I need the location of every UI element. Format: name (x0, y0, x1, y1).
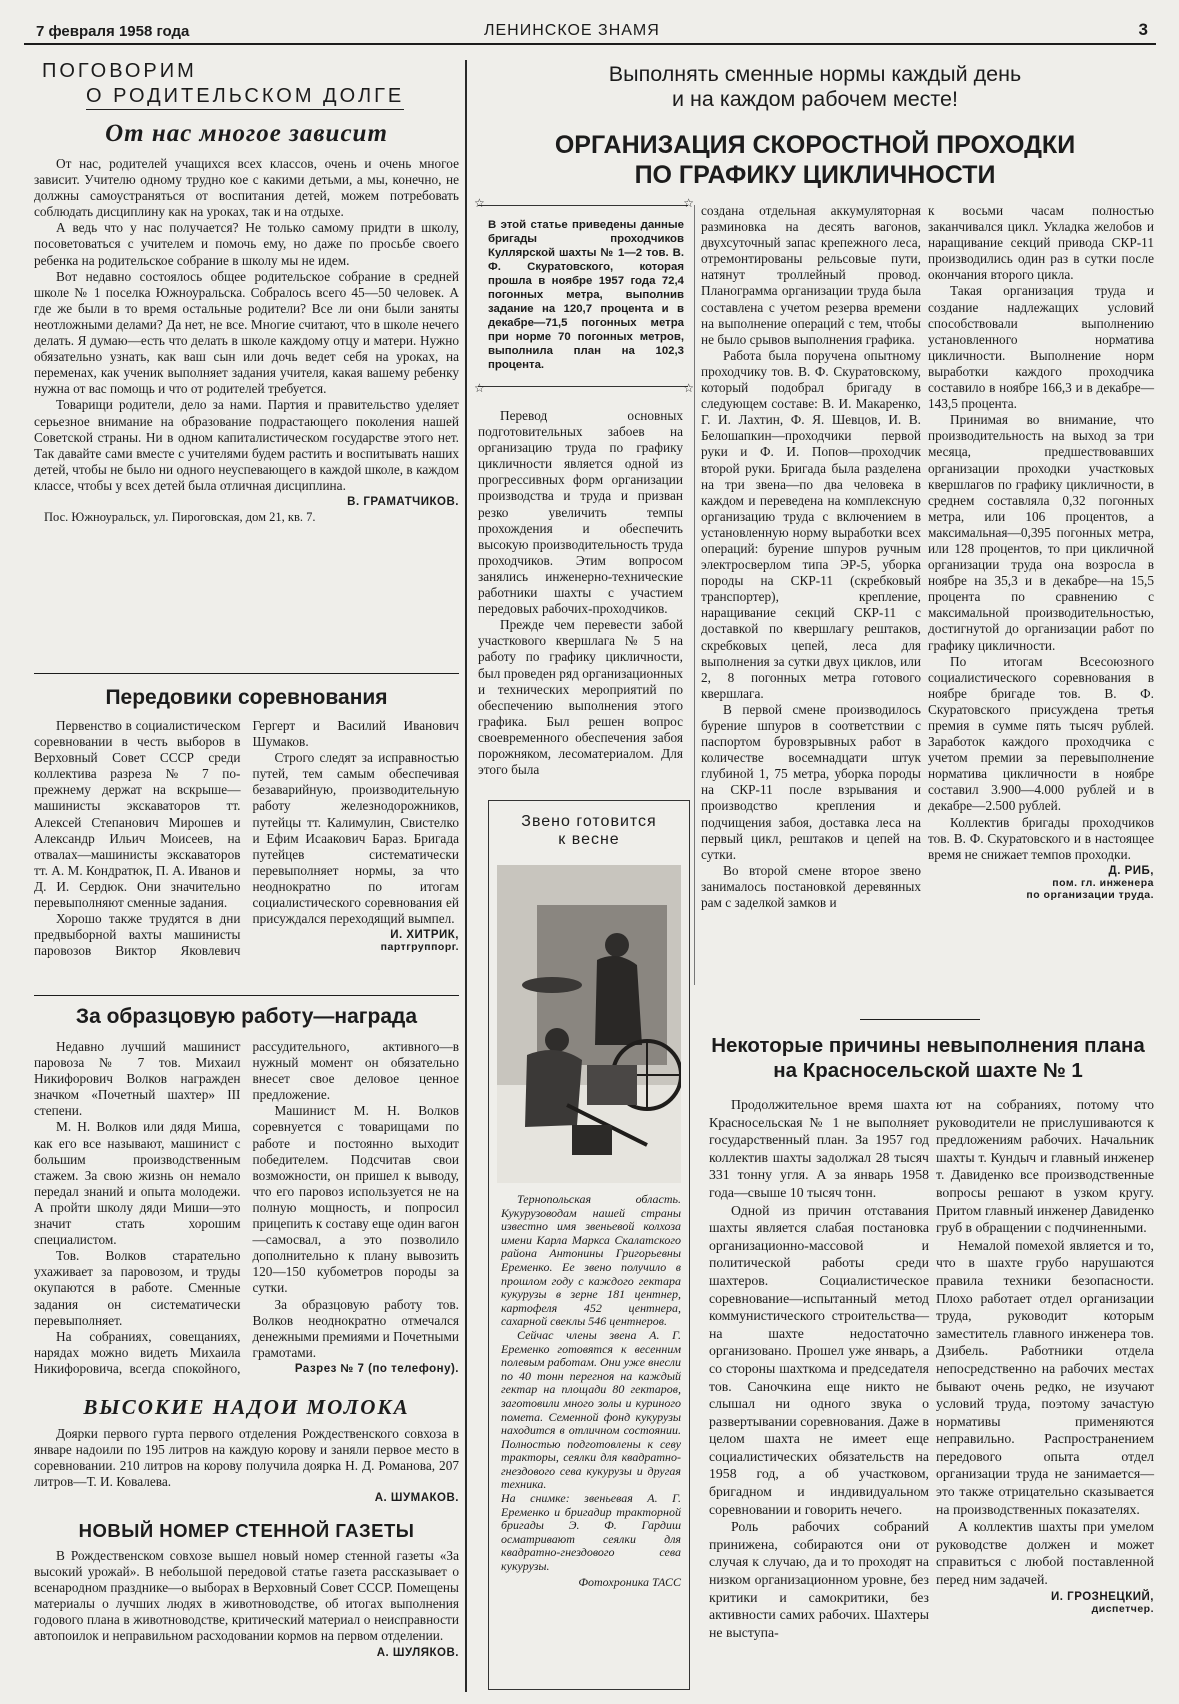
tunnel-col-1 (478, 408, 683, 778)
slogan (475, 62, 1155, 112)
photo-caption-2: Сейчас члены звена А. Г. Еременко готовятся к весенним полевым работам. Они уже внесли по 40 тонн перегноя на каждый гектар на площади 80 гектаров, заготовили много золы и куриного помета. Семенной фонд кукурузы находится в отличном состоянии. Полностью подготовлены к севу тракторы, сеялки для квадратно-гнездового сева кукурузы и другая техника. (501, 1327, 681, 1492)
wallpaper-article (34, 1520, 459, 1659)
photo-credit: Фотохроника ТАСС (578, 1574, 681, 1589)
milk-headline: ВЫСОКИЕ НАДОИ МОЛОКА (83, 1395, 410, 1419)
leaders-article (34, 686, 459, 968)
krasnoselsk-paragraph: ют на собраниях, потому что руководители не прислушиваются к предложениям рабочих. Начальник шахты т. Кундыч и главный инженер т. Давиденко все производственные вопросы решают в узком кругу. Притом главный инженер Давиденко груб в обращении с подчиненными. (936, 1097, 1154, 1236)
tunnel-paragraph: По итогам Всесоюзного социалистического соревнования в ноябре бригаде тов. В. Ф. Скуратовского присуждена третья премия в сумме пять тысяч рублей. Заработок каждого проходчика с учетом премии за перевыполнение норматива цикличности в ноябре составил 3.900—4.000 рублей и в декабре—2.500 рублей. (928, 653, 1154, 814)
tunnel-paragraph: В первой смене производилось бурение шпуров в соответствии с паспортом буровзрывных работ в количестве восемнадцати штук глубиной 1, 75 метра, уборка породы на СКР-11 после взрывания и производство крепления и подчищения забоя, доставка леса на первый цикл, рештаков и цепей на сутки. (701, 701, 921, 862)
krasnoselsk-signature-title: диспетчер. (1091, 1602, 1154, 1615)
award-signature: Разрез № 7 (по телефону). (294, 1362, 459, 1375)
tunnel-paragraph: создана отдельная аккумуляторная разминовка на десять вагонов, двухсуточный запас крепежного леса, отремонтированы рельсовые пути, натянут троллейный провод. Планограмма организации труда была составлена с учетом резерва времени на выполнение операций с тем, чтобы не было срывов выполнения графика. (701, 203, 921, 347)
leaders-paragraph: Строго следят за исправностью путей, тем самым обеспечивая безаварийную, производительную работу железнодорожников, путейцы тт. Калимулин, Свистелко и Ефим Исаакович Бараз. Бригада путейцев систематически перевыполняет нормы, за что неоднократно по итогам социалистического соревнования ей присуждался переходящий вымпел. (252, 750, 459, 927)
section-rule (34, 673, 459, 674)
wallpaper-headline: НОВЫЙ НОМЕР СТЕННОЙ ГАЗЕТЫ (78, 1520, 415, 1541)
newspaper-title: ЛЕНИНСКОЕ ЗНАМЯ (484, 22, 660, 39)
tunnel-signature-title-2: по организации труда. (1026, 888, 1154, 901)
tunnel-paragraph: Такая организация труда и создание надлежащих условий способствовали выполнению установленного норматива цикличности. Выполнение норм выработки каждого проходчика составило в ноябре 166,3 и в декабре—143,5 процента. (928, 283, 1154, 412)
section-rule (860, 1019, 980, 1020)
masthead-rule (24, 43, 1156, 45)
photo-title-2: к весне (558, 831, 620, 848)
leaders-paragraph: Хорошо также трудятся в дни предвыборной вахты машинисты паровозов Виктор Яковлевич Гергерт и Василий Иванович Шумаков. (34, 718, 459, 959)
award-headline: За образцовую работу—награда (75, 1005, 418, 1028)
tunnel-paragraph: Коллектив бригады проходчиков тов. В. Ф. Скуратовского и в настоящее время не снижает темпов проходки. (928, 814, 1154, 862)
parents-article (34, 60, 459, 525)
photo-caption-3: На снимке: звеньевая А. Г. Еременко и бригадир тракторной бригады Э. Ф. Гардиш осматривают сеялки для квадратно-гнездового сева кукурузы. (501, 1491, 681, 1574)
wallpaper-signature: А. ШУЛЯКОВ. (376, 1646, 459, 1659)
krasnoselsk-paragraph: А коллектив шахты при умелом руководстве должен и может справиться с любой поставленной перед ним задачей. (936, 1519, 1154, 1588)
column-rule (694, 205, 695, 985)
tunnel-signature-title-1: пом. гл. инженера (1052, 876, 1154, 889)
star-icon: ☆ (474, 381, 485, 395)
tunnel-headline-2: ПО ГРАФИКУ ЦИКЛИЧНОСТИ (634, 161, 996, 189)
leaders-signature-title: партгруппорг. (380, 941, 459, 954)
star-icon: ☆ (683, 381, 694, 395)
parents-paragraph: От нас, родителей учащихся всех классов, очень и очень многое зависит. Учителю одному трудно кое с какими детьми, а мы, конечно, не должны самоустраняться от воспитания детей, можем потребовать соблюдать дисциплину как на уроках, так и на отдыхе. (34, 156, 459, 220)
star-icon: ☆ (474, 196, 485, 210)
wallpaper-paragraph: В Рождественском совхозе вышел новый номер стенной газеты «За высокий урожай». В небольшой передовой статье газета рассказывает о всенародном празднике—о выборах в Верховный Совет СССР. Помещены материалы о лучших людях в животноводстве, об итогах выполнения годового плана в животноводстве, критический материал о неисправности автопоилок и неправильном расходовании кормов на первом отделении. (34, 1548, 459, 1644)
parents-kicker-2: О РОДИТЕЛЬСКОМ ДОЛГЕ (86, 85, 404, 110)
tunnel-paragraph: Во второй смене второе звено занималось постановкой деревянных рам с заделкой замков и (701, 862, 921, 911)
tunnel-col-2 (701, 203, 921, 911)
parents-kicker-1: ПОГОВОРИМ (42, 60, 197, 82)
award-paragraph: Недавно лучший машинист паровоза № 7 тов. Михаил Никифорович Волков награжден значком «Почетный шахтер» III степени. (34, 1039, 241, 1119)
section-rule (34, 995, 459, 996)
tractor-seeder-photo (497, 865, 681, 1183)
parents-headline: От нас многое зависит (105, 120, 388, 147)
krasnoselsk-signature: И. ГРОЗНЕЦКИЙ, (1051, 1590, 1154, 1603)
issue-date: 7 февраля 1958 года (36, 23, 190, 40)
photo-title-1: Звено готовится (521, 813, 657, 830)
tunnel-paragraph: Принимая во внимание, что производительность на выход за три месяца, предшествовавших организации проходки участковых квершлагов по графику цикличности, в среднем составляла 0,32 погонных метра, или 106 процентов, а максимальная—0,395 погонных метра, или 128 процентов, то при цикличной организации труда она возросла в ноябре на 35,3 и в декабре—на 15,5 процента по сравнению с максимальной производительностью, достигнутой до организации работ по графику цикличности. (928, 412, 1154, 653)
slogan-line-2: и на каждом рабочем месте! (672, 87, 958, 111)
leaders-paragraph: Первенство в социалистическом соревновании в честь выборов в Верховный Совет СССР среди коллектива разреза № 7 по-прежнему держат на вскрыше—машинисты экскаваторов тт. Алексей Степанович Мирошев и Александр Ильич Моисеев, на отвалах—машинисты экскаваторов тт. А. М. Кондратюк, П. А. Иванов и Д. И. Сердюк. Они значительно перевыполняют сменные задания. (34, 718, 241, 911)
parents-paragraph: Товарищи родители, дело за нами. Партия и правительство уделяет серьезное внимание на образование подрастающего поколения нашей Советской страны. Ни в одном капиталистическом государстве этого нет. Так давайте сами вместе с учителями будем растить и воспитывать наших детей, чтобы не было ни одного неуспевающего в каждой школе, в каждом классе, чтобы у всех детей была отличная дисциплина. (34, 397, 459, 493)
tunnel-lead-box (474, 196, 694, 395)
award-paragraph: Машинист М. Н. Волков соревнуется с товарищами по работе и постоянно выходит победителем. Подсчитав свои возможности, он пришел к выводу, что его паровоз используется не на полную мощность, и попросил прицепить к составу еще один вагон—самосвал, а это позволило дополнительно к плану вывозить 120—150 кубометров породы за сутки. (252, 1103, 459, 1296)
krasnoselsk-paragraph: Роль рабочих собраний принижена, собираются они от случая к случаю, да и то проходят на низком организационном уровне, без критики и самокритики, без активности самих рабочих. Шахтеры не выступа- (709, 1519, 929, 1640)
award-paragraph: На собраниях, совещаниях, нарядах можно видеть Михаила Никифоровича, всегда спокойного, рассудительного, активного—в нужный момент он обязательно внесет свое деловое ценное предложение. (34, 1039, 459, 1376)
milk-signature: А. ШУМАКОВ. (374, 1492, 459, 1505)
krasnoselsk-col-2 (936, 1096, 1154, 1615)
photo-image (497, 865, 681, 1183)
tunnel-paragraph: к восьми часам полностью заканчивался цикл. Укладка желобов и наращивание секций привода СКР-11 производились один раз в сутки после окончания второго цикла. (928, 203, 1154, 283)
krasnoselsk-paragraph: Продолжительное время шахта Красносельская № 1 не выполняет государственный план. За 1957 год коллектив шахты задолжал 28 тысяч 331 тонну угля. А за январь 1958 года—свыше 10 тысяч тонн. (709, 1097, 929, 1200)
parents-signature: В. ГРАМАТЧИКОВ. (347, 495, 459, 508)
award-article (34, 1005, 459, 1381)
tunnel-headline (475, 130, 1155, 190)
krasnoselsk-headline-2: на Красносельской шахте № 1 (773, 1059, 1083, 1082)
tunnel-lead: В этой статье приведены данные бригады проходчиков Куллярской шахты № 1—2 тов. В. Ф. Скуратовского, которая прошла в ноябре 1957 года 72,4 погонных метра, выполнив задание на 120,7 процента и в декабре—71,5 погонных метра при норме 70 погонных метров, выполнила план на 102,3 процента. (488, 219, 684, 371)
milk-paragraph: Доярки первого гурта первого отделения Рождественского совхоза в январе надоили по 195 литров на каждую корову и заняли первое место в соревновании. 210 литров на корову получила доярка Н. Д. Романова, 207 литров—Т. И. Ковалева. (34, 1426, 459, 1490)
tunnel-headline-1: ОРГАНИЗАЦИЯ СКОРОСТНОЙ ПРОХОДКИ (554, 131, 1076, 159)
leaders-headline: Передовики соревнования (105, 686, 388, 709)
krasnoselsk-paragraph: Одной из причин отставания шахты является слабая постановка организационно-массовой и политической работы среди шахтеров. Социалистическое соревнование—испытанный метод коммунистического строительства—на шахте недостаточно организовано. Прошел уже январь, а со стороны шахткома и председателя тов. Саночкина еще никто не слышал ни одного звука о развертывании соревнования. Даже в целом шахта не имеет еще социалистических обязательств на 1958 год, а об участковом, бригадном и индивидуальном соревновании и говорить нечего. (709, 1202, 929, 1517)
krasnoselsk-paragraph: Немалой помехой является и то, что в шахте грубо нарушаются правила техники безопасности. Плохо работает отдел организации труда, руководит которым заместитель главного инженера тов. Дзибель. Работники отдела непосредственно на рабочих местах бывают очень редко, не изучают условий труда, поэтому зачастую нормативы применяются неправильно. Распространением передового опыта отдел организации труда не занимается—это также отрицательно сказывается на производственных показателях. (936, 1237, 1154, 1517)
tunnel-paragraph: Перевод основных подготовительных забоев на организацию труда по графику цикличности является одной из прогрессивных форм организации производства и труда и призван резко увеличить темпы прохождения и обеспечить высокую производительность труда проходчиков. Этим вопросом занялись инженерно-технические работники шахты с участием передовых рабочих-проходчиков. (478, 408, 683, 617)
krasnoselsk-col-1 (709, 1096, 929, 1641)
award-paragraph: М. Н. Волков или дядя Миша, как его все называют, машинист с большим производственным стажем. За свою жизнь он немало передал знаний и опыта молодежи. А пройти школу дяди Миши—это значит стать хорошим специалистом. (34, 1119, 241, 1248)
tunnel-paragraph: Прежде чем перевести забой участкового квершлага № 5 на работу по графику цикличности, был проведен ряд организационных и технических мероприятий по обеспечению выполнения этого графика. Был решен вопрос своевременного обеспечения забоя порожняком, лесоматериалом. Для этого была (478, 617, 683, 778)
krasnoselsk-headline-1: Некоторые причины невыполнения плана (711, 1034, 1145, 1057)
photo-box (488, 800, 690, 1690)
krasnoselsk-headline (700, 1033, 1156, 1083)
slogan-line-1: Выполнять сменные нормы каждый день (608, 62, 1022, 86)
column-rule-main (465, 60, 467, 1692)
leaders-signature: И. ХИТРИК, (390, 929, 459, 942)
award-paragraph: Тов. Волков старательно ухаживает за паровозом, и труды окупаются в работе. Сменные задания он систематически перевыполняет. (34, 1248, 241, 1328)
award-paragraph: За образцовую работу тов. Волков неоднократно отмечался денежными премиями и Почетными грамотами. (252, 1296, 459, 1360)
photo-caption: Тернопольская область. Кукурузоводам нашей страны известно имя звеньевой колхоза имени Карла Маркса Скалатского района Антонины Григорьевны Еременко. Ее звено получило в прошлом году с каждого гектара кукурузы в зерне 181 центнер, картофеля 452 центнера, сахарной свеклы 546 центнеров. (501, 1192, 681, 1329)
tunnel-paragraph: Работа была поручена опытному проходчику тов. В. Ф. Скуратовскому, который подобрал бригаду в следующем составе: В. И. Макаренко, Г. И. Лахтин, Ф. Я. Шевцов, И. В. Белошапкин—проходчики первой руки и Ф. И. Попов—проходчик второй руки. Бригада была разделена на три звена—по два человека в каждом и переведена на комплексную организацию труда с включением в установленную норму выработки всех операций: бурение шпуров ручным электросверлом типа ЭР-5, уборка породы на СКР-11 (скребковый транспортер), крепление, наращивание секций СКР-11 с доставкой по квершлагу рештаков, скребковых цепей, леса для выполнения за сутки двух циклов, или 2, 8 погонных метра готового квершлага. (701, 347, 921, 701)
star-icon: ☆ (683, 196, 694, 210)
tunnel-col-3 (928, 203, 1154, 901)
page-number: 3 (1138, 20, 1148, 39)
tunnel-signature: Д. РИБ, (1108, 864, 1154, 877)
milk-article (34, 1395, 459, 1504)
parents-paragraph: Вот недавно состоялось общее родительское собрание в средней школе № 1 поселка Южноуральска. Собралось всего 45—50 человек. А где же были в то время остальные родители? Все ли они были заняты неотложными делами? Да нет, не все. Многие считают, что в школе нечего делать. Я думаю—есть что делать в школе каждому отцу и матери. Нужно обязательно узнать, как ваш сын или дочь ведет себя на уроках, на переменах, как ученик выполняет задания учителя, какая вашему ребенку нужна от вас помощь и что от родителей требуется. (34, 268, 459, 397)
parents-address: Пос. Южноуральск, ул. Пироговская, дом 21, кв. 7. (44, 509, 316, 524)
parents-paragraph: А ведь что у нас получается? Не только самому придти в школу, посоветоваться с учителем и помочь ему, но даже по просьбе своего ребенка на родительское собрание в школу мы не идем. (34, 220, 459, 268)
